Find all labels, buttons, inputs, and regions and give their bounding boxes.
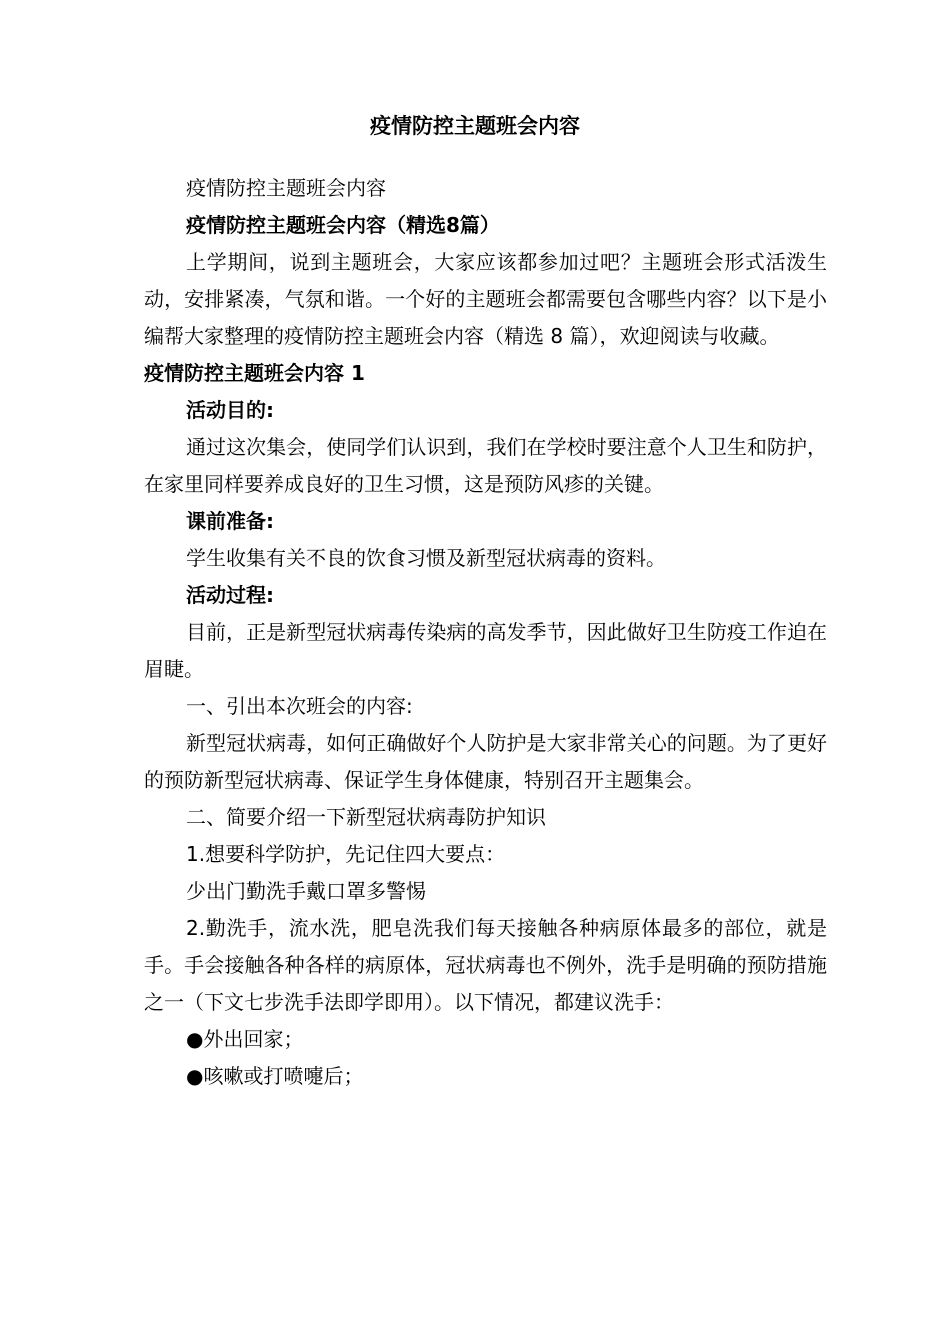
paragraph: 新型冠状病毒，如何正确做好个人防护是大家非常关心的问题。为了更好的预防新型冠状病毒、保证学生身体健康，特别召开主题集会。: [144, 731, 827, 792]
subheading: 活动过程:: [186, 583, 274, 607]
paragraph: 学生收集有关不良的饮食习惯及新型冠状病毒的资料。: [186, 546, 666, 570]
paragraph: 1.想要科学防护，先记住四大要点：: [186, 842, 506, 866]
subtitle: 疫情防控主题班会内容（精选8篇）: [186, 213, 500, 237]
document-body: [144, 170, 827, 1095]
list-item: ●外出回家；: [186, 1027, 304, 1051]
document-title: 疫情防控主题班会内容: [370, 114, 580, 138]
paragraph: 目前，正是新型冠状病毒传染病的高发季节，因此做好卫生防疫工作迫在眉睫。: [144, 620, 827, 681]
subheading: 课前准备:: [186, 509, 274, 533]
paragraph: 少出门勤洗手戴口罩多警惕: [186, 879, 426, 903]
paragraph: 2.勤洗手，流水洗，肥皂洗我们每天接触各种病原体最多的部位，就是手。手会接触各种各样的病原体，冠状病毒也不例外，洗手是明确的预防措施之一（下文七步洗手法即学即用）。以下情况，都建议洗手：: [144, 916, 827, 1014]
paragraph: 一、引出本次班会的内容:: [186, 694, 413, 718]
paragraph: 通过这次集会，使同学们认识到，我们在学校时要注意个人卫生和防护，在家里同样要养成良好的卫生习惯，这是预防风疹的关键。: [144, 435, 827, 496]
list-item: ●咳嗽或打喷嚏后；: [186, 1064, 364, 1088]
subheading: 活动目的:: [186, 398, 274, 422]
paragraph: 疫情防控主题班会内容: [186, 176, 386, 200]
paragraph: 二、简要介绍一下新型冠状病毒防护知识: [186, 805, 546, 829]
section-heading: 疫情防控主题班会内容 1: [144, 361, 365, 385]
paragraph: 上学期间，说到主题班会，大家应该都参加过吧？主题班会形式活泼生动，安排紧凑，气氛和谐。一个好的主题班会都需要包含哪些内容？以下是小编帮大家整理的疫情防控主题班会内容（精选 8 篇），欢迎阅读与收藏。: [144, 250, 827, 348]
